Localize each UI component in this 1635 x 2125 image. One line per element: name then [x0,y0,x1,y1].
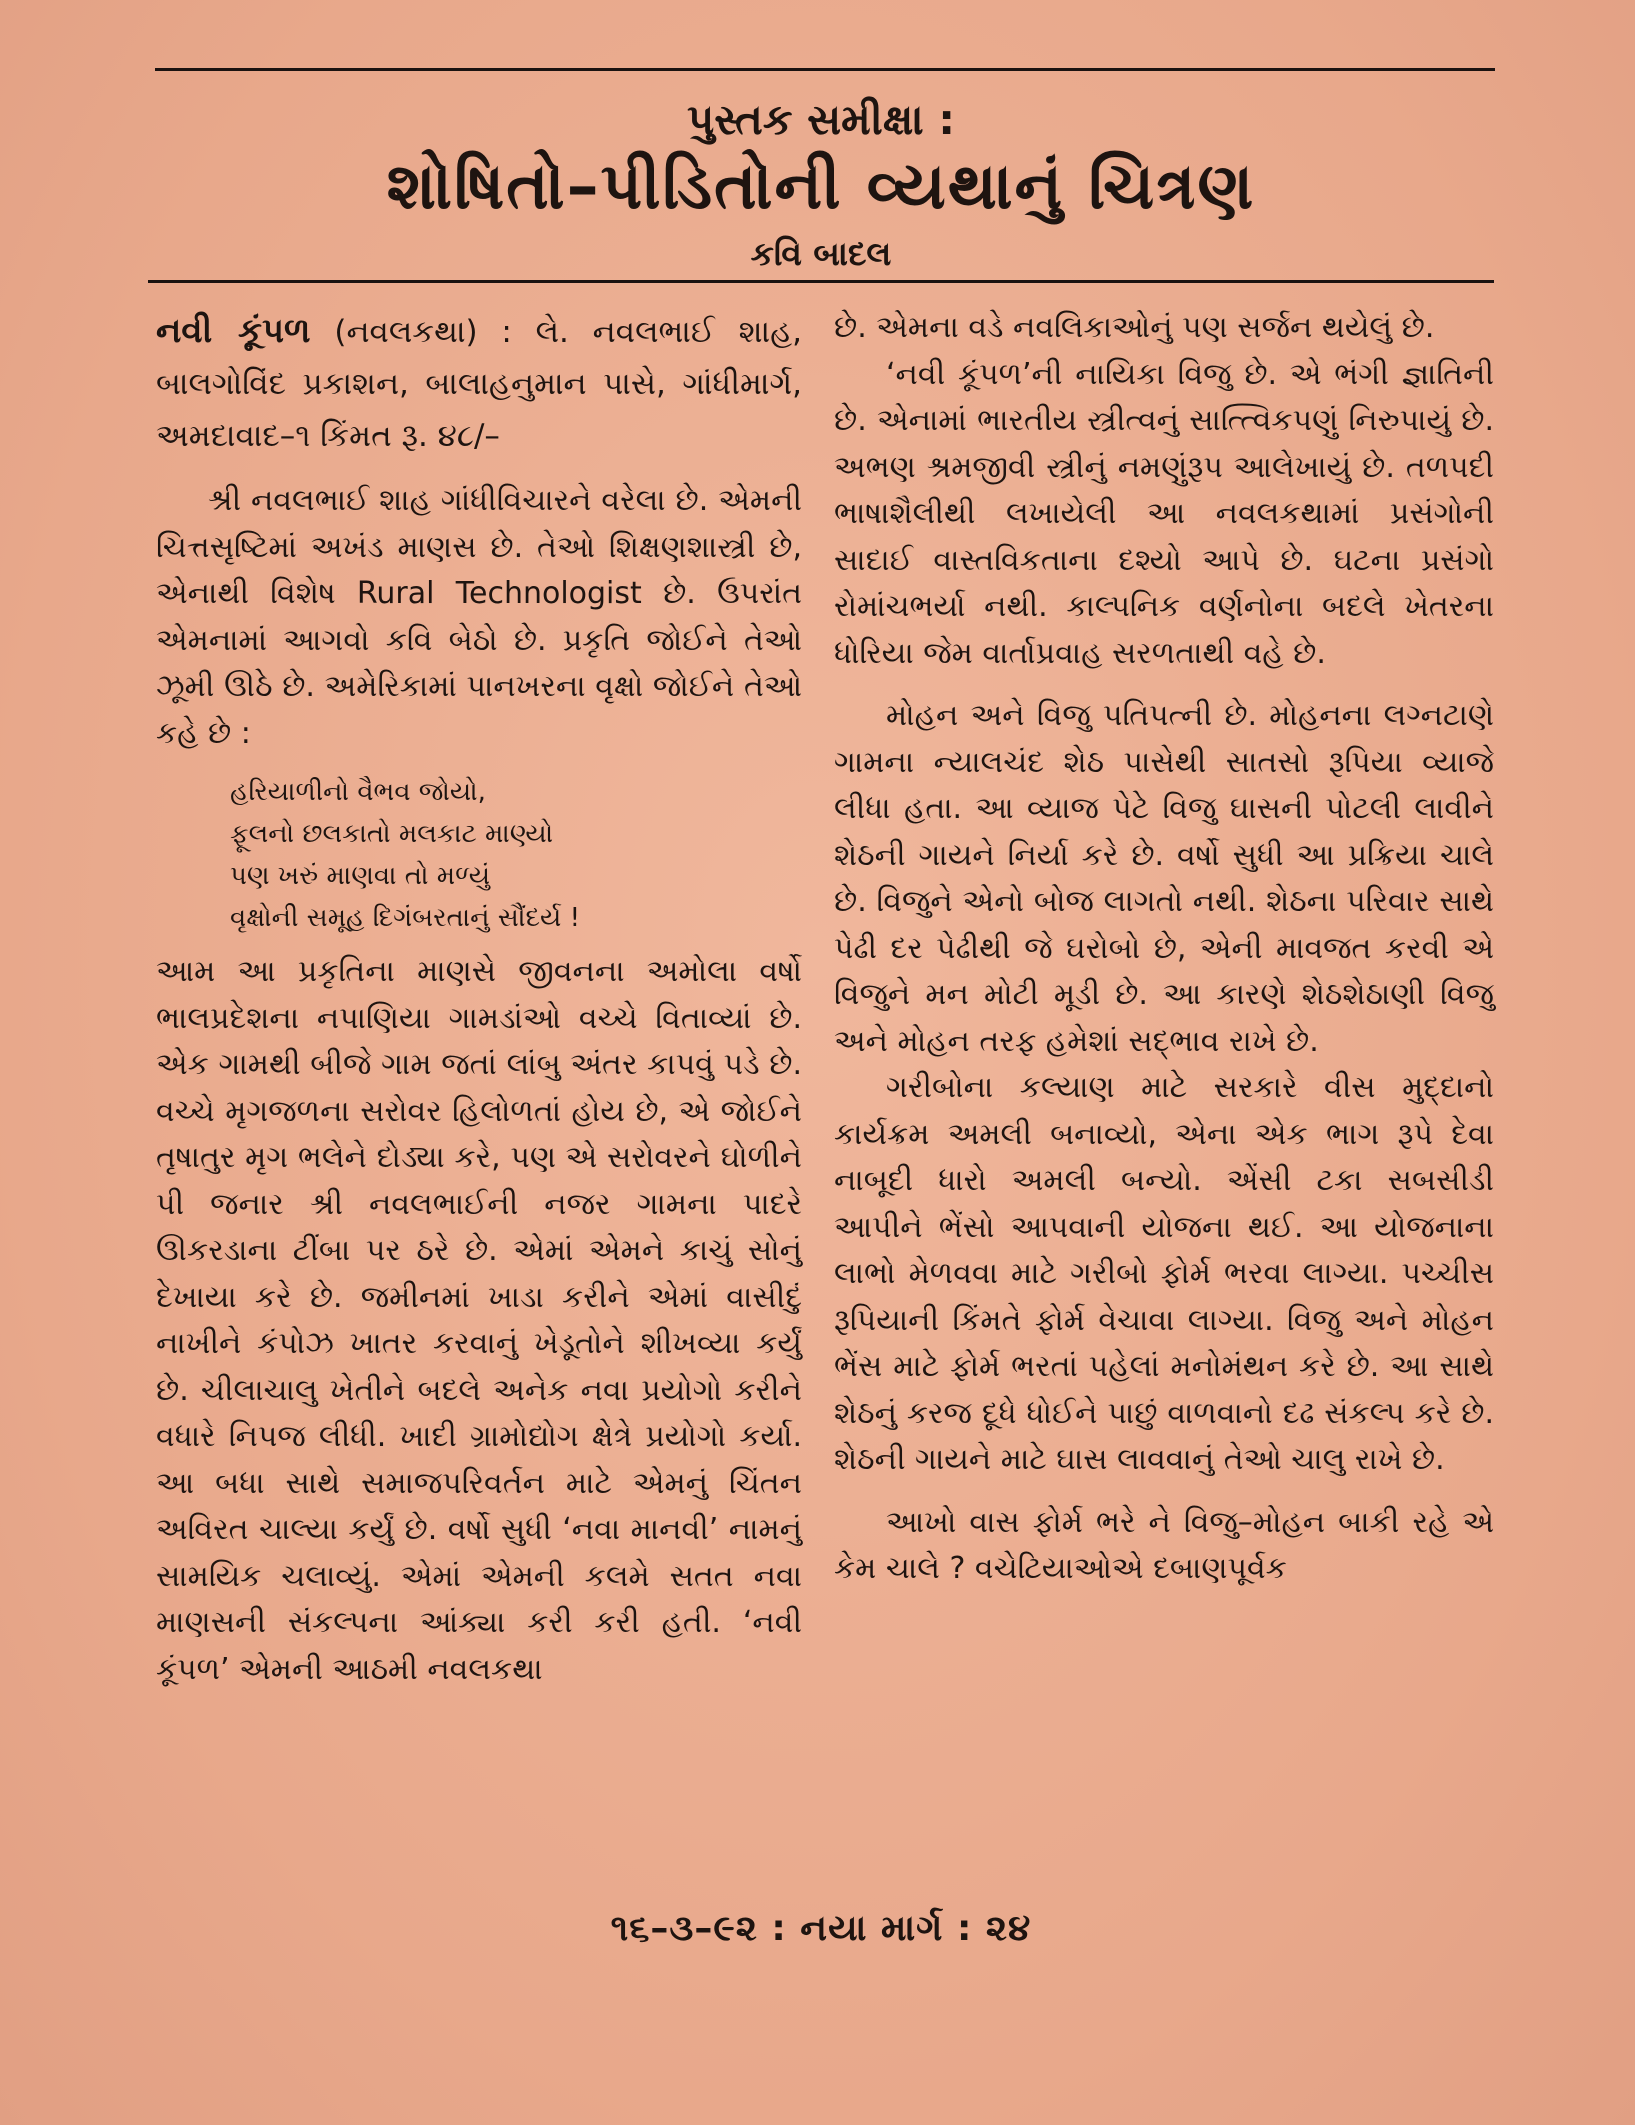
article-byline: કવિ બાદલ [750,234,892,273]
book-title: નવી કૂંપળ [156,311,311,351]
poem-line-2: ફૂલનો છલકાતો મલકાટ માણ્યો [230,819,554,849]
header-bottom-rule [148,280,1494,283]
top-rule [155,68,1495,71]
book-details: (નવલકથા) : લે. નવલભાઈ શાહ, બાલગોવિંદ પ્રકાશન, બાલાહનુમાન પાસે, ગાંધીમાર્ગ, અમદાવાદ–૧ કિંમત રૂ. ૪૮/– [156,314,802,454]
page-footer: ૧૬–૩–૯૨ : નયા માર્ગ : ૨૪ [610,1908,1032,1949]
poem-line-3: પણ ખરું માણવા તો મળ્યું [230,861,491,891]
poem-line-4: વૃક્ષોની સમૂહ દિગંબરતાનું સૌંદર્ય ! [230,903,581,933]
article-headline: શોષિતો–પીડિતોની વ્યથાનું ચિત્રણ [386,150,1256,224]
right-paragraph-4: ગરીબોના કલ્યાણ માટે સરકારે વીસ મુદ્દાનો કાર્યક્રમ અમલી બનાવ્યો, એના એક ભાગ રૂપે દેવા નાબૂદી ધારો અમલી બન્યો. એંસી ટકા સબસીડી આપીને ભેંસો આપવાની યોજના થઈ. આ યોજનાના લાભો મેળવવા માટે ગરીબો ફોર્મ ભરવા લાગ્યા. પચ્ચીસ રૂપિયાની કિંમતે ફોર્મ વેચાવા લાગ્યા. વિજુ અને મોહન ભેંસ માટે ફોર્મ ભરતાં પહેલાં મનોમંથન કરે છે. આ સાથે શેઠનું કરજ દૂધે ધોઈને પાછું વાળવાનો દઢ સંકલ્પ કરે છે. શેઠની ગાયને માટે ઘાસ લાવવાનું તેઓ ચાલુ રાખે છે. [834,1070,1494,1477]
spacer [834,677,1494,693]
spacer [834,1484,1494,1500]
poem-line-1: હરિયાળીનો વૈભવ જોયો, [230,777,486,807]
poem-quote [230,771,802,939]
left-column [156,305,802,1693]
right-paragraph-2: ‘નવી કૂંપળ’ની નાયિકા વિજુ છે. એ ભંગી જ્ઞાતિની છે. એનામાં ભારતીય સ્ત્રીત્વનું સાત્ત્વિકપણું નિરુપાયું છે. અભણ શ્રમજીવી સ્ત્રીનું નમણુંરૂપ આલેખાયું છે. તળપદી ભાષાશૈલીથી લખાયેલી આ નવલકથામાં પ્રસંગોની સાદાઈ વાસ્તવિકતાના દશ્યો આપે છે. ઘટના પ્રસંગો રોમાંચભર્યા નથી. કાલ્પનિક વર્ણનોના બદલે ખેતરના ધોરિયા જેમ વાર્તાપ્રવાહ સરળતાથી વહે છે. [834,356,1494,671]
book-entry [156,305,802,462]
right-column [834,305,1494,1593]
spacer [156,462,802,478]
right-paragraph-3: મોહન અને વિજુ પતિપત્ની છે. મોહનના લગ્નટાણે ગામના ન્યાલચંદ શેઠ પાસેથી સાતસો રૂપિયા વ્યાજે લીધા હતા. આ વ્યાજ પેટે વિજુ ઘાસની પોટલી લાવીને શેઠની ગાયને નિર્યા કરે છે. વર્ષો સુધી આ પ્રક્રિયા ચાલે છે. વિજુને એનો બોજ લાગતો નથી. શેઠના પરિવાર સાથે પેઢી દર પેઢીથી જે ઘરોબો છે, એની માવજત કરવી એ વિજુને મન મોટી મૂડી છે. આ કારણે શેઠશેઠાણી વિજુ અને મોહન તરફ હમેશાં સદ્ભાવ રાખે છે. [834,698,1494,1059]
section-kicker: પુસ્તક સમીક્ષા : [686,95,956,144]
left-paragraph-2: આમ આ પ્રકૃતિના માણસે જીવનના અમોલા વર્ષો ભાલપ્રદેશના નપાણિયા ગામડાંઓ વચ્ચે વિતાવ્યાં છે. એક ગામથી બીજે ગામ જતાં લાંબુ અંતર કાપવું પડે છે. વચ્ચે મૃગજળના સરોવર હિલોળતાં હોય છે, એ જોઈને તૃષાતુર મૃગ ભલેને દોડ્યા કરે, પણ એ સરોવરને ઘોળીને પી જનાર શ્રી નવલભાઈની નજર ગામના પાદરે ઊકરડાના ટીંબા પર ઠરે છે. એમાં એમને કાચું સોનું દેખાયા કરે છે. જમીનમાં ખાડા કરીને એમાં વાસીદું નાખીને કંપોઝ ખાતર કરવાનું ખેડૂતોને શીખવ્યા કર્યું છે. ચીલાચાલુ ખેતીને બદલે અનેક નવા પ્રયોગો કરીને વધારે નિપજ લીધી. ખાદી ગ્રામોદ્યોગ ક્ષેત્રે પ્રયોગો કર્યા. આ બધા સાથે સમાજપરિવર્તન માટે એમનું ચિંતન અવિરત ચાલ્યા કર્યું છે. વર્ષો સુધી ‘નવા માનવી’ નામનું સામયિક ચલાવ્યું. એમાં એમની કલમે સતત નવા માણસની સંકલ્પના આંક્યા કરી કરી હતી. ‘નવી કૂંપળ’ એમની આઠમી નવલકથા [156,954,802,1687]
right-paragraph-1: છે. એમના વડે નવલિકાઓનું પણ સર્જન થયેલું છે. [834,310,1435,345]
left-paragraph-1: શ્રી નવલભાઈ શાહ ગાંધીવિચારને વરેલા છે. એમની ચિત્તસૃષ્ટિમાં અખંડ માણસ છે. તેઓ શિક્ષણશાસ્ત્રી છે, એનાથી વિશેષ Rural Technologist છે. ઉપરાંત એમનામાં આગવો કવિ બેઠો છે. પ્રકૃતિ જોઈને તેઓ ઝૂમી ઊઠે છે. અમેરિકામાં પાનખરના વૃક્ષો જોઈને તેઓ કહે છે : [156,483,802,751]
right-paragraph-5: આખો વાસ ફોર્મ ભરે ને વિજુ–મોહન બાકી રહે એ કેમ ચાલે ? વચેટિયાઓએ દબાણપૂર્વક [834,1504,1494,1586]
